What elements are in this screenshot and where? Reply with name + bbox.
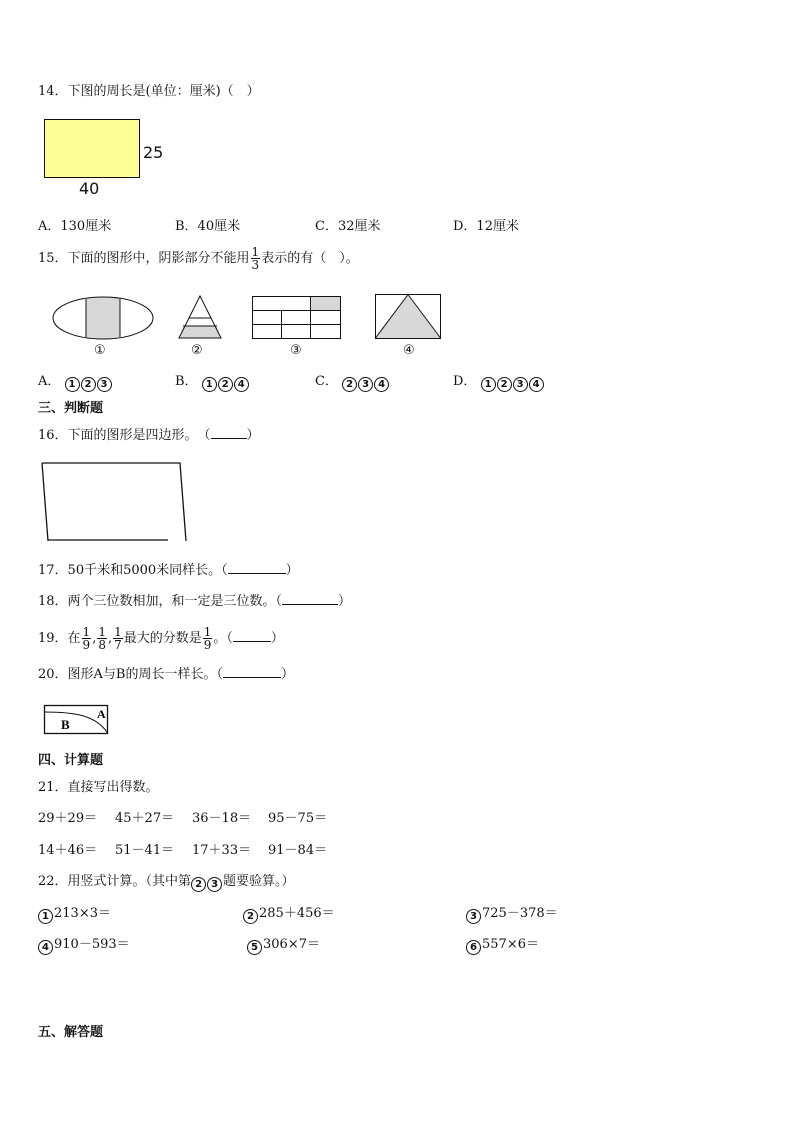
q15-option-b[interactable]: B． 1 2 4 xyxy=(175,373,250,392)
q15-figure-ellipse xyxy=(52,296,156,344)
q14-side-label: 25 xyxy=(143,143,164,162)
q17-answer-blank[interactable] xyxy=(228,561,286,574)
q15-fig-label-2: ② xyxy=(191,343,203,358)
q22-item-6: 6 557×6＝ xyxy=(466,936,539,955)
question-19-text: 19．在 $\frac{1}{9}$ , $\frac{1}{8}$ , $\frac{1}{7}$ 最大的分数是 $\frac{1}{9}$ 。（ ） xyxy=(38,625,284,652)
q15-option-d[interactable]: D． 1 2 3 4 xyxy=(453,373,545,392)
q15-fraction xyxy=(251,246,261,271)
question-21-text: 21．直接写出得数。 xyxy=(38,780,159,795)
question-15-text xyxy=(38,246,359,271)
q19-answer-blank[interactable] xyxy=(233,629,271,642)
q22-item-3: 3 725－378＝ xyxy=(466,905,558,924)
section-5-heading: 五、解答题 xyxy=(38,1025,104,1040)
q18-answer-blank[interactable] xyxy=(282,592,338,605)
q21-row2-item-2: 51－41＝ xyxy=(115,843,175,858)
q15-prefix: 15．下面的图形中，阴影部分不能用 xyxy=(38,251,250,266)
q14-option-b[interactable]: B．40厘米 xyxy=(175,219,241,234)
q21-row2-item-3: 17＋33＝ xyxy=(192,843,252,858)
q15-option-a[interactable]: A． 1 2 3 xyxy=(38,373,113,392)
q14-option-c[interactable]: C．32厘米 xyxy=(315,219,381,234)
q22-item-4: 4 910－593＝ xyxy=(38,936,130,955)
q16-answer-blank[interactable] xyxy=(211,426,247,439)
q21-row1-item-2: 45＋27＝ xyxy=(115,811,175,826)
q15-figure-grid xyxy=(252,296,342,340)
q20-answer-blank[interactable] xyxy=(223,665,281,678)
q15-frac-den: 3 xyxy=(251,258,260,272)
section-3-heading: 三、判断题 xyxy=(38,401,104,416)
q15-fig-label-4: ④ xyxy=(403,343,415,358)
q20-label-b: B xyxy=(61,717,70,732)
question-14-text: 14．下图的周长是(单位：厘米)（ ） xyxy=(38,84,260,99)
q21-row1-item-4: 95－75＝ xyxy=(268,811,328,826)
q21-row2-item-4: 91－84＝ xyxy=(268,843,328,858)
question-22-text: 22．用竖式计算。（其中第 2 3 题要验算。） xyxy=(38,874,295,890)
q15-figure-triangle xyxy=(176,296,224,340)
q14-option-a[interactable]: A．130厘米 xyxy=(38,219,112,234)
q14-option-d[interactable]: D．12厘米 xyxy=(453,219,519,234)
q15-figure-square-triangle xyxy=(375,294,443,340)
q15-suffix: 表示的有（ ）。 xyxy=(261,251,359,266)
question-17-text: 17．50千米和5000米同样长。（ ） xyxy=(38,563,299,578)
question-20-text: 20．图形A与B的周长一样长。（ ） xyxy=(38,667,294,682)
q22-item-2: 2 285＋456＝ xyxy=(243,905,335,924)
q20-label-a: A xyxy=(97,707,106,721)
q15-option-c[interactable]: C． 2 3 4 xyxy=(315,373,390,392)
q14-bottom-label: 40 xyxy=(79,179,100,198)
q15-frac-num: 1 xyxy=(251,245,260,259)
q15-fig-label-3: ③ xyxy=(290,343,302,358)
q21-row1-item-3: 36－18＝ xyxy=(192,811,252,826)
q15-fig-label-1: ① xyxy=(94,343,106,358)
q22-item-5: 5 306×7＝ xyxy=(247,936,320,955)
question-18-text: 18．两个三位数相加，和一定是三位数。（ ） xyxy=(38,594,352,609)
q20-figure xyxy=(44,705,110,735)
q21-row2-item-1: 14＋46＝ xyxy=(38,843,98,858)
section-4-heading: 四、计算题 xyxy=(38,753,104,768)
question-16-text: 16．下面的图形是四边形。 （ ） xyxy=(38,428,260,443)
q16-quadrilateral-figure xyxy=(40,461,190,545)
q14-rectangle xyxy=(45,120,140,178)
q21-row1-item-1: 29＋29＝ xyxy=(38,811,98,826)
q22-item-1: 1 213×3＝ xyxy=(38,905,111,924)
q14-rectangle-figure xyxy=(44,119,142,179)
